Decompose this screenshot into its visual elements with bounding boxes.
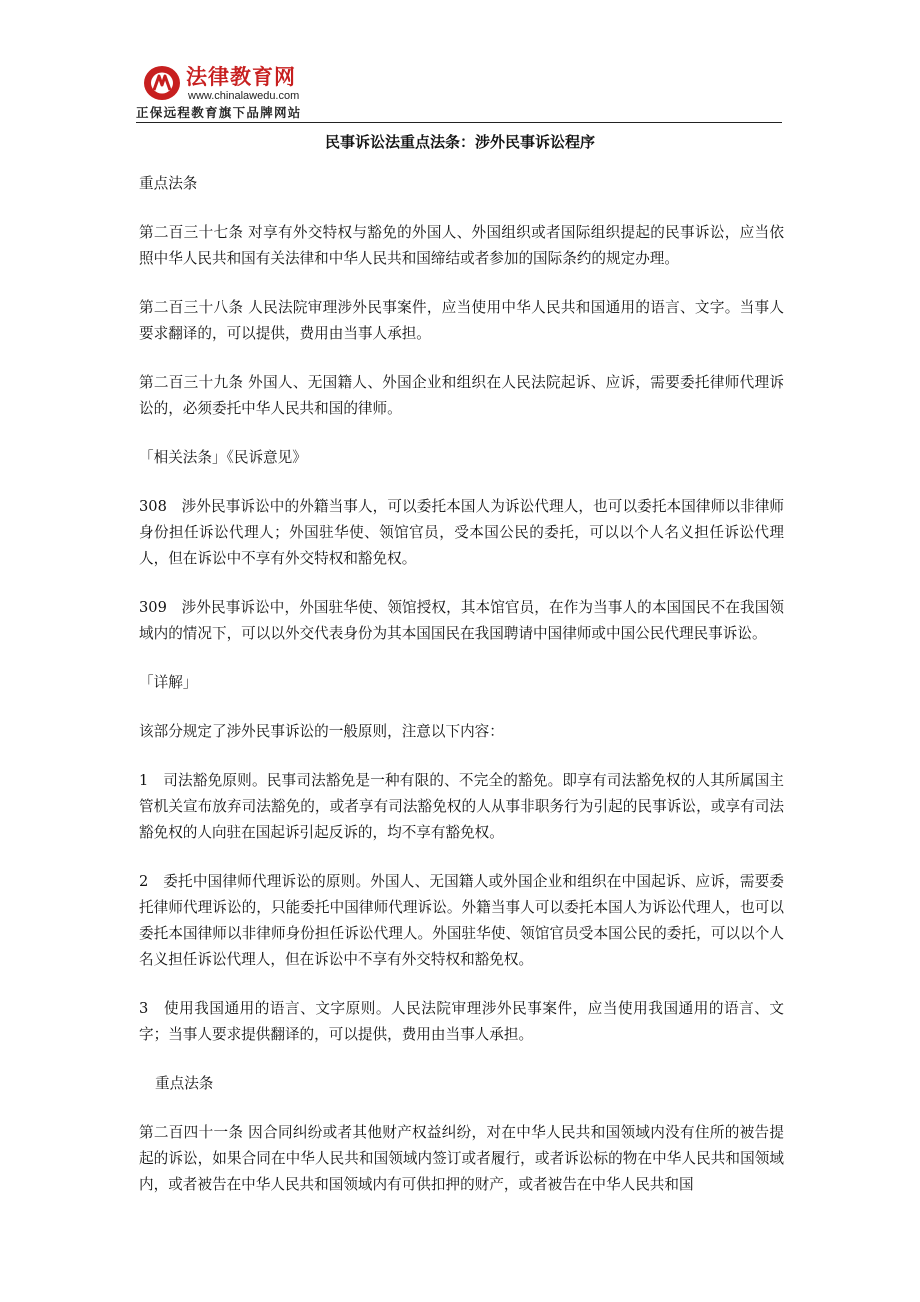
article-239: 第二百三十九条 外国人、无国籍人、外国企业和组织在人民法院起诉、应诉，需要委托律师代理诉讼的，必须委托中华人民共和国的律师。 <box>139 374 784 417</box>
section-heading-2: 重点法条 <box>155 1075 214 1092</box>
article-237: 第二百三十七条 对享有外交特权与豁免的外国人、外国组织或者国际组织提起的民事诉讼，应当依照中华人民共和国有关法律和中华人民共和国缔结或者参加的国际条约的规定办理。 <box>139 224 784 267</box>
explanation-heading: 「详解」 <box>139 674 198 691</box>
opinion-308: 308 涉外民事诉讼中的外籍当事人，可以委托本国人为诉讼代理人，也可以委托本国律师以非律师身份担任诉讼代理人；外国驻华使、领馆官员，受本国公民的委托，可以以个人名义担任诉讼代理人，但在诉讼中不享有外交特权和豁免权。 <box>139 498 784 567</box>
article-241: 第二百四十一条 因合同纠纷或者其他财产权益纠纷，对在中华人民共和国领域内没有住所的被告提起的诉讼，如果合同在中华人民共和国领域内签订或者履行，或者诉讼标的物在中华人民共和国领域内，或者被告在中华人民共和国领域内有可供扣押的财产，或者被告在中华人民共和国 <box>139 1124 784 1193</box>
document-body <box>139 171 784 1221</box>
explanation-item-2: 2 委托中国律师代理诉讼的原则。外国人、无国籍人或外国企业和组织在中国起诉、应诉，需要委托律师代理诉讼的，只能委托中国律师代理诉讼。外籍当事人可以委托本国人为诉讼代理人，也可以委托本国律师以非律师身份担任诉讼代理人。外国驻华使、领馆官员受本国公民的委托，可以以个人名义担任诉讼代理人，但在诉讼中不享有外交特权和豁免权。 <box>139 873 784 968</box>
article-238: 第二百三十八条 人民法院审理涉外民事案件，应当使用中华人民共和国通用的语言、文字。当事人要求翻译的，可以提供，费用由当事人承担。 <box>139 299 784 342</box>
brand-subtitle: 正保远程教育旗下品牌网站 <box>136 105 302 120</box>
explanation-item-3: 3 使用我国通用的语言、文字原则。人民法院审理涉外民事案件，应当使用我国通用的语言、文字；当事人要求提供翻译的，可以提供，费用由当事人承担。 <box>139 1000 784 1043</box>
explanation-intro: 该部分规定了涉外民事诉讼的一般原则，注意以下内容： <box>139 723 504 740</box>
brand-name: 法律教育网 <box>186 65 296 89</box>
related-articles-heading: 「相关法条」《民诉意见》 <box>139 449 307 466</box>
opinion-309: 309 涉外民事诉讼中，外国驻华使、领馆授权，其本馆官员，在作为当事人的本国国民不在我国领域内的情况下，可以以外交代表身份为其本国国民在我国聘请中国律师或中国公民代理民事诉讼。 <box>139 599 784 642</box>
header-divider <box>136 122 782 123</box>
chinalawedu-logo-icon <box>142 64 182 102</box>
page-header <box>136 62 782 124</box>
document-title: 民事诉讼法重点法条：涉外民事诉讼程序 <box>324 133 595 151</box>
section-heading: 重点法条 <box>139 175 198 192</box>
brand-url: www.chinalawedu.com <box>188 90 300 102</box>
explanation-item-1: 1 司法豁免原则。民事司法豁免是一种有限的、不完全的豁免。即享有司法豁免权的人其所属国主管机关宣布放弃司法豁免的，或者享有司法豁免权的人从事非职务行为引起的民事诉讼，或享有司法豁免权的人向驻在国起诉引起反诉的，均不享有豁免权。 <box>139 772 784 841</box>
